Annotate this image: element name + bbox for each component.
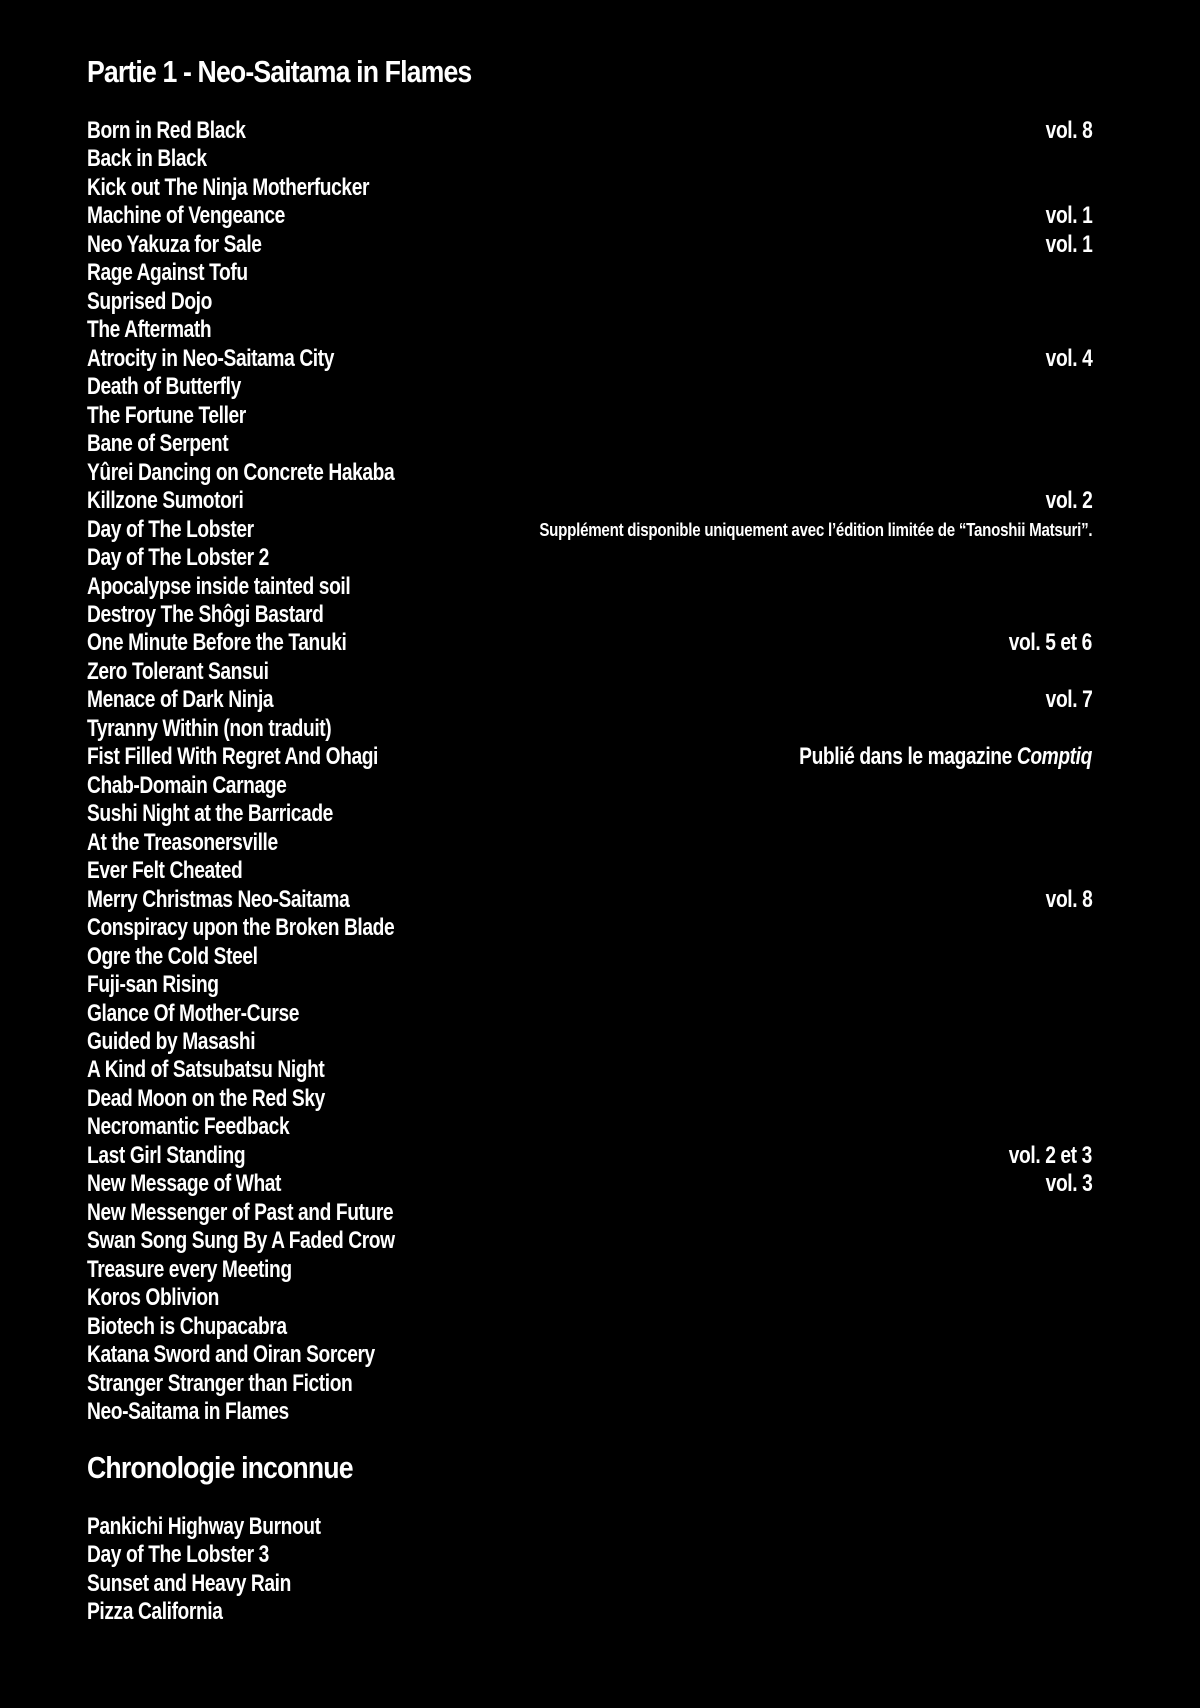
episode-entry — [87, 174, 1092, 202]
episode-title: Sushi Night at the Barricade — [87, 800, 333, 828]
episode-entry — [87, 459, 1092, 487]
episode-title: Bane of Serpent — [87, 430, 229, 458]
episode-title: The Fortune Teller — [87, 401, 246, 429]
episode-title: Necromantic Feedback — [87, 1113, 290, 1141]
episode-entry — [87, 1000, 1092, 1028]
episode-entry — [87, 544, 1092, 572]
episode-title: Swan Song Sung By A Faded Crow — [87, 1227, 395, 1255]
episode-title: Guided by Masashi — [87, 1028, 256, 1055]
episode-title: A Kind of Satsubatsu Night — [87, 1056, 325, 1084]
episode-title: New Message of What — [87, 1170, 282, 1198]
publication-note-text: vol. 8 — [1045, 885, 1092, 913]
publication-note — [1045, 345, 1092, 373]
publication-note — [1045, 231, 1092, 259]
publication-note — [1009, 1142, 1092, 1170]
episode-title: Treasure every Meeting — [87, 1255, 292, 1283]
episode-entry — [87, 487, 1092, 515]
episode-entry — [87, 202, 1092, 230]
episode-title: Zero Tolerant Sansui — [87, 657, 269, 685]
publication-note-text: vol. 1 — [1045, 230, 1092, 258]
episode-title: Day of The Lobster — [87, 515, 254, 543]
episode-entry — [87, 772, 1092, 800]
episode-entry — [87, 1256, 1092, 1284]
episode-title: Pizza California — [87, 1598, 223, 1626]
episode-title: Biotech is Chupacabra — [87, 1312, 287, 1340]
episode-title: Menace of Dark Ninja — [87, 686, 274, 714]
episode-entry — [87, 743, 1092, 771]
episode-entry — [87, 1398, 1092, 1426]
episode-title: One Minute Before the Tanuki — [87, 629, 347, 657]
episode-entry — [87, 430, 1092, 458]
episode-title: Koros Oblivion — [87, 1284, 220, 1312]
episode-title: Fist Filled With Regret And Ohagi — [87, 743, 378, 771]
publication-note-text: vol. 7 — [1045, 686, 1092, 714]
episode-title: Rage Against Tofu — [87, 259, 248, 287]
publication-note-text: vol. 2 — [1045, 487, 1092, 515]
episode-title: Conspiracy upon the Broken Blade — [87, 914, 395, 942]
publication-note-text: vol. 2 et 3 — [1008, 1141, 1092, 1169]
publication-note-text: vol. 3 — [1045, 1170, 1092, 1198]
episode-entry — [87, 516, 1092, 544]
episode-entry — [87, 117, 1092, 145]
episode-entry — [87, 1170, 1092, 1198]
episode-title: Apocalypse inside tainted soil — [87, 572, 351, 600]
magazine-name: Comptiq — [1016, 743, 1092, 771]
publication-note — [1045, 1170, 1092, 1198]
episode-entry — [87, 715, 1092, 743]
episode-entry — [87, 914, 1092, 942]
episode-title: Machine of Vengeance — [87, 202, 285, 230]
publication-note — [1045, 202, 1092, 230]
episode-title: Killzone Sumotori — [87, 487, 244, 515]
episode-title: Neo Yakuza for Sale — [87, 230, 262, 258]
episode-entry — [87, 886, 1092, 914]
episode-entry — [87, 1113, 1092, 1141]
episode-title: Kick out The Ninja Motherfucker — [87, 173, 370, 201]
episode-entry — [87, 686, 1092, 714]
episode-title: Tyranny Within (non traduit) — [87, 714, 332, 742]
episode-entry — [87, 1598, 1092, 1626]
episode-title: Sunset and Heavy Rain — [87, 1569, 291, 1597]
episode-list-part-1 — [87, 117, 1092, 1427]
publication-note — [1045, 117, 1092, 145]
episode-entry — [87, 1570, 1092, 1598]
episode-title: Stranger Stranger than Fiction — [87, 1369, 353, 1397]
episode-title: The Aftermath — [87, 316, 212, 344]
episode-title: Born in Red Black — [87, 117, 246, 144]
episode-title: Glance Of Mother-Curse — [87, 999, 300, 1027]
episode-entry — [87, 373, 1092, 401]
episode-entry — [87, 800, 1092, 828]
episode-title: Death of Butterfly — [87, 373, 241, 401]
episode-entry — [87, 1513, 1092, 1541]
episode-entry — [87, 1370, 1092, 1398]
section-title-unknown-chronology: Chronologie inconnue — [87, 1450, 353, 1485]
episode-entry — [87, 971, 1092, 999]
publication-note-text: Supplément disponible uniquement avec l’édition limitée de “Tanoshii Matsuri”. — [538, 519, 1092, 540]
episode-entry — [87, 1085, 1092, 1113]
episode-entry — [87, 231, 1092, 259]
episode-entry — [87, 629, 1092, 657]
episode-title: Dead Moon on the Red Sky — [87, 1084, 325, 1112]
episode-entry — [87, 1227, 1092, 1255]
section-title-part-1: Partie 1 - Neo-Saitama in Flames — [87, 54, 472, 89]
episode-title: Chab-Domain Carnage — [87, 771, 287, 799]
publication-note-text: vol. 1 — [1045, 202, 1092, 230]
episode-title: Back in Black — [87, 145, 207, 173]
episode-entry — [87, 402, 1092, 430]
publication-note-text: vol. 5 et 6 — [1008, 629, 1092, 657]
episode-title: Neo-Saitama in Flames — [87, 1398, 289, 1426]
episode-title: Day of The Lobster 2 — [87, 544, 269, 572]
episode-title: New Messenger of Past and Future — [87, 1198, 394, 1226]
episode-title: Ever Felt Cheated — [87, 857, 243, 885]
episode-title: Merry Christmas Neo-Saitama — [87, 885, 350, 913]
publication-note-text: Publié dans le magazine — [799, 743, 1017, 771]
episode-entry — [87, 345, 1092, 373]
episode-title: Ogre the Cold Steel — [87, 942, 258, 970]
episode-title: At the Treasonersville — [87, 828, 278, 856]
publication-note — [1045, 886, 1092, 914]
episode-title: Atrocity in Neo-Saitama City — [87, 344, 334, 372]
episode-title: Yûrei Dancing on Concrete Hakaba — [87, 458, 395, 486]
episode-entry — [87, 1541, 1092, 1569]
episode-entry — [87, 1341, 1092, 1369]
episode-title: Last Girl Standing — [87, 1141, 246, 1169]
episode-entry — [87, 1056, 1092, 1084]
episode-entry — [87, 1028, 1092, 1056]
episode-entry — [87, 857, 1092, 885]
episode-title: Pankichi Highway Burnout — [87, 1513, 321, 1540]
episode-entry — [87, 601, 1092, 629]
publication-note — [799, 743, 1092, 771]
episode-title: Destroy The Shôgi Bastard — [87, 600, 324, 628]
episode-list-unknown-chronology — [87, 1513, 1092, 1627]
episode-entry — [87, 1142, 1092, 1170]
episode-entry — [87, 288, 1092, 316]
episode-entry — [87, 829, 1092, 857]
episode-title: Fuji-san Rising — [87, 971, 219, 999]
publication-note — [1045, 487, 1092, 515]
episode-title: Suprised Dojo — [87, 287, 212, 315]
episode-title: Day of The Lobster 3 — [87, 1541, 269, 1569]
episode-title: Katana Sword and Oiran Sorcery — [87, 1341, 375, 1369]
episode-entry — [87, 145, 1092, 173]
episode-entry — [87, 658, 1092, 686]
episode-entry — [87, 1199, 1092, 1227]
publication-note — [1009, 629, 1092, 657]
publication-note — [539, 516, 1092, 544]
episode-entry — [87, 1284, 1092, 1312]
episode-entry — [87, 573, 1092, 601]
episode-entry — [87, 316, 1092, 344]
publication-note-text: vol. 4 — [1045, 344, 1092, 372]
publication-note — [1045, 686, 1092, 714]
episode-entry — [87, 1313, 1092, 1341]
episode-entry — [87, 943, 1092, 971]
episode-entry — [87, 259, 1092, 287]
publication-note-text: vol. 8 — [1045, 117, 1092, 144]
